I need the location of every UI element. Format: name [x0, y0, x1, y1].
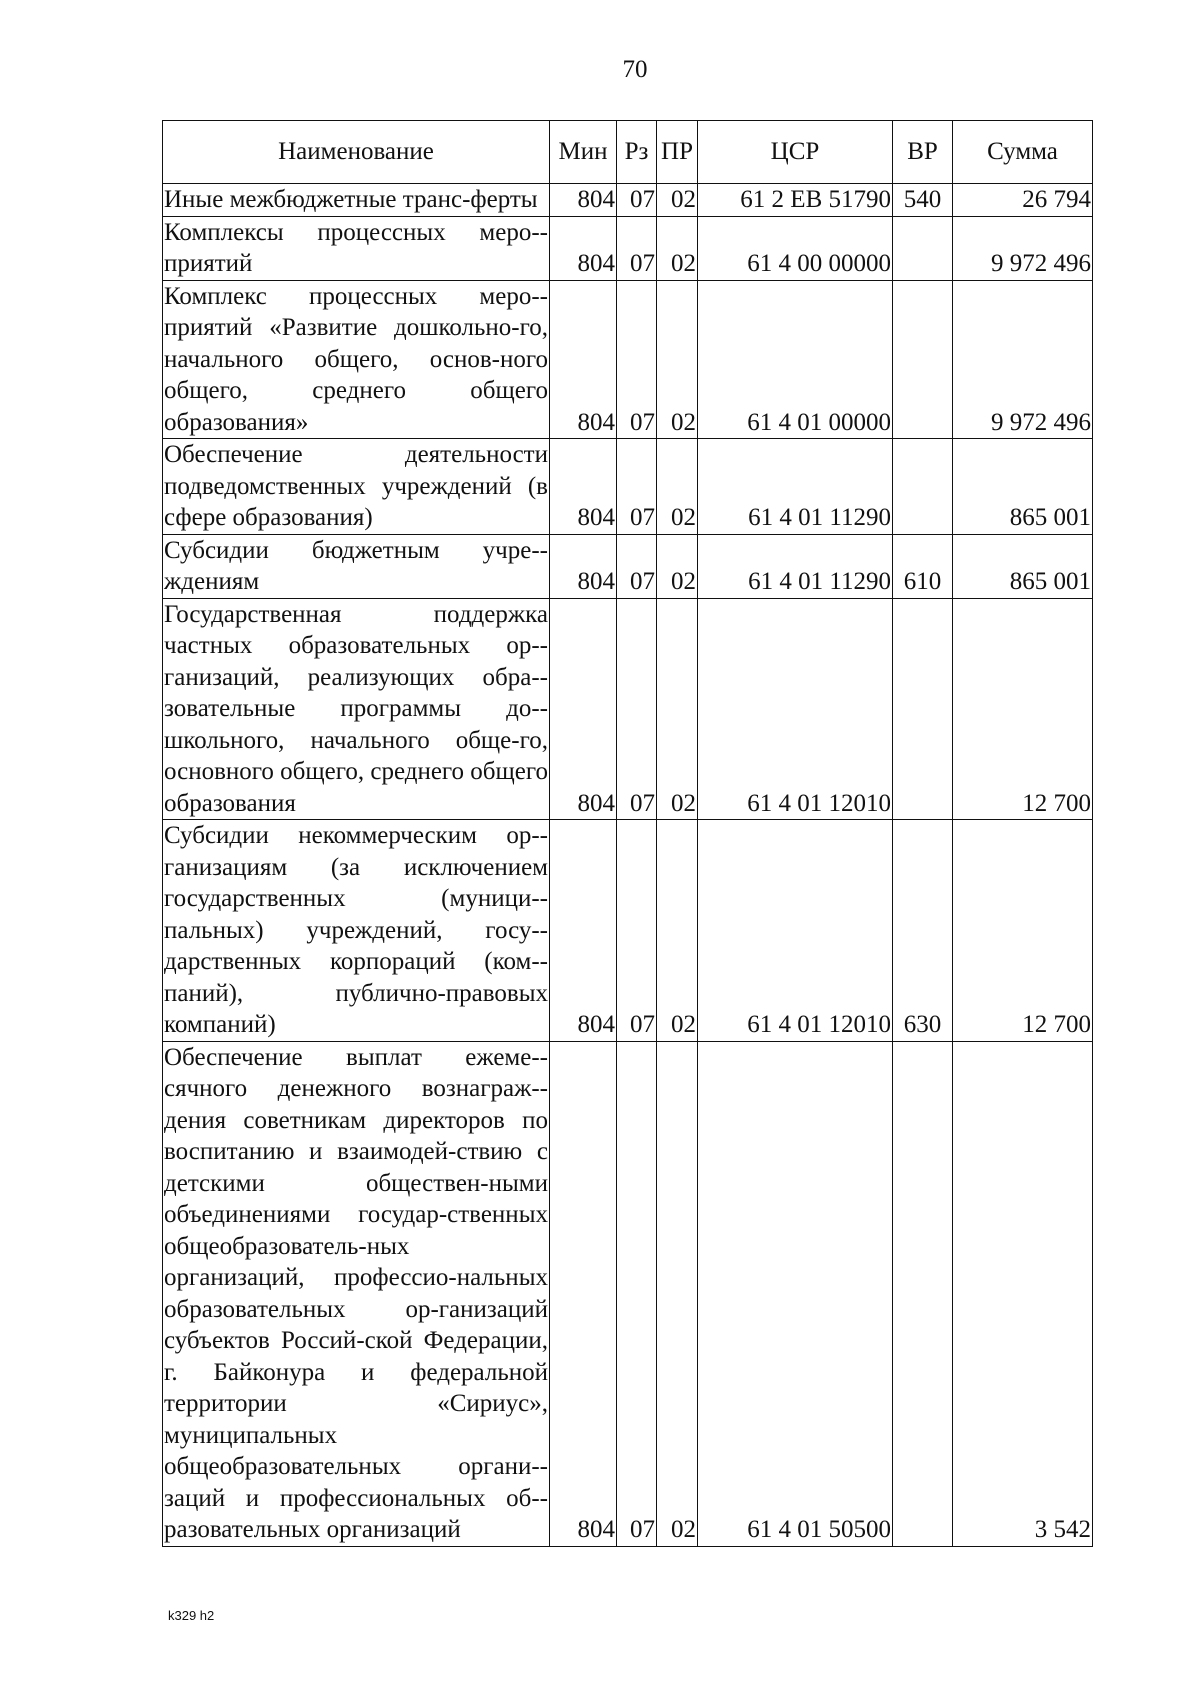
table-row	[163, 534, 1093, 598]
row-pr: 02	[657, 534, 698, 598]
row-sum: 12 700	[953, 820, 1093, 1042]
table-row	[163, 184, 1093, 217]
row-sum: 3 542	[953, 1041, 1093, 1546]
row-rz: 07	[617, 280, 657, 439]
row-name: Субсидии бюджетным учре-ждениям	[163, 534, 550, 598]
row-min: 804	[550, 216, 617, 280]
row-vr	[893, 1041, 953, 1546]
row-vr	[893, 439, 953, 535]
header-rz: Рз	[617, 121, 657, 184]
footer-code: k329 h2	[168, 1608, 215, 1623]
header-pr: ПР	[657, 121, 698, 184]
row-rz: 07	[617, 439, 657, 535]
table-header-row	[163, 121, 1093, 184]
table-row	[163, 1041, 1093, 1546]
row-pr: 02	[657, 280, 698, 439]
row-rz: 07	[617, 534, 657, 598]
page-number: 70	[622, 56, 648, 83]
row-name: Комплексы процессных меро-приятий	[163, 216, 550, 280]
header-csr: ЦСР	[698, 121, 893, 184]
row-sum: 9 972 496	[953, 280, 1093, 439]
row-csr: 61 4 01 11290	[698, 439, 893, 535]
row-min: 804	[550, 184, 617, 217]
row-name: Государственная поддержка частных образовательных ор-ганизаций, реализующих обра-зовательные программы до-школьного, начального обще-го, основного общего, среднего общего образования	[163, 598, 550, 820]
row-name: Обеспечение выплат ежеме-сячного денежного вознаграж-дения советникам директоров по воспитанию и взаимодей-ствию с детскими обществен-ными объединениями государ-ственных общеобразователь-ных организаций, профессио-нальных образовательных ор-ганизаций субъектов Россий-ской Федерации, г. Байконура и федеральной территории «Сириус», муниципальных общеобразовательных органи-заций и профессиональных об-разовательных организаций	[163, 1041, 550, 1546]
table-row	[163, 598, 1093, 820]
header-min: Мин	[550, 121, 617, 184]
row-sum: 865 001	[953, 534, 1093, 598]
row-name: Иные межбюджетные транс-ферты	[163, 184, 550, 217]
row-rz: 07	[617, 598, 657, 820]
row-vr: 610	[893, 534, 953, 598]
row-pr: 02	[657, 598, 698, 820]
row-rz: 07	[617, 216, 657, 280]
header-sum: Сумма	[953, 121, 1093, 184]
row-name: Субсидии некоммерческим ор-ганизациям (за исключением государственных (муници-пальных) учреждений, госу-дарственных корпораций (ком-паний), публично-правовых компаний)	[163, 820, 550, 1042]
row-pr: 02	[657, 820, 698, 1042]
table-row	[163, 216, 1093, 280]
header-name: Наименование	[163, 121, 550, 184]
row-vr	[893, 216, 953, 280]
row-name: Комплекс процессных меро-приятий «Развитие дошкольно-го, начального общего, основ-ного общего, среднего общего образования»	[163, 280, 550, 439]
row-min: 804	[550, 820, 617, 1042]
row-csr: 61 4 01 50500	[698, 1041, 893, 1546]
row-name: Обеспечение деятельности подведомственных учреждений (в сфере образования)	[163, 439, 550, 535]
row-csr: 61 4 01 12010	[698, 598, 893, 820]
row-pr: 02	[657, 439, 698, 535]
row-vr	[893, 598, 953, 820]
row-min: 804	[550, 439, 617, 535]
row-min: 804	[550, 534, 617, 598]
row-min: 804	[550, 1041, 617, 1546]
header-vr: ВР	[893, 121, 953, 184]
row-csr: 61 2 ЕВ 51790	[698, 184, 893, 217]
row-vr: 540	[893, 184, 953, 217]
row-pr: 02	[657, 1041, 698, 1546]
row-csr: 61 4 01 11290	[698, 534, 893, 598]
row-vr	[893, 280, 953, 439]
row-min: 804	[550, 280, 617, 439]
row-rz: 07	[617, 184, 657, 217]
row-rz: 07	[617, 820, 657, 1042]
table-row	[163, 439, 1093, 535]
row-csr: 61 4 00 00000	[698, 216, 893, 280]
row-pr: 02	[657, 216, 698, 280]
row-sum: 26 794	[953, 184, 1093, 217]
row-pr: 02	[657, 184, 698, 217]
row-sum: 12 700	[953, 598, 1093, 820]
row-sum: 9 972 496	[953, 216, 1093, 280]
budget-table	[162, 120, 1093, 1547]
row-rz: 07	[617, 1041, 657, 1546]
row-min: 804	[550, 598, 617, 820]
row-csr: 61 4 01 12010	[698, 820, 893, 1042]
row-sum: 865 001	[953, 439, 1093, 535]
table-row	[163, 280, 1093, 439]
row-csr: 61 4 01 00000	[698, 280, 893, 439]
row-vr: 630	[893, 820, 953, 1042]
table-row	[163, 820, 1093, 1042]
